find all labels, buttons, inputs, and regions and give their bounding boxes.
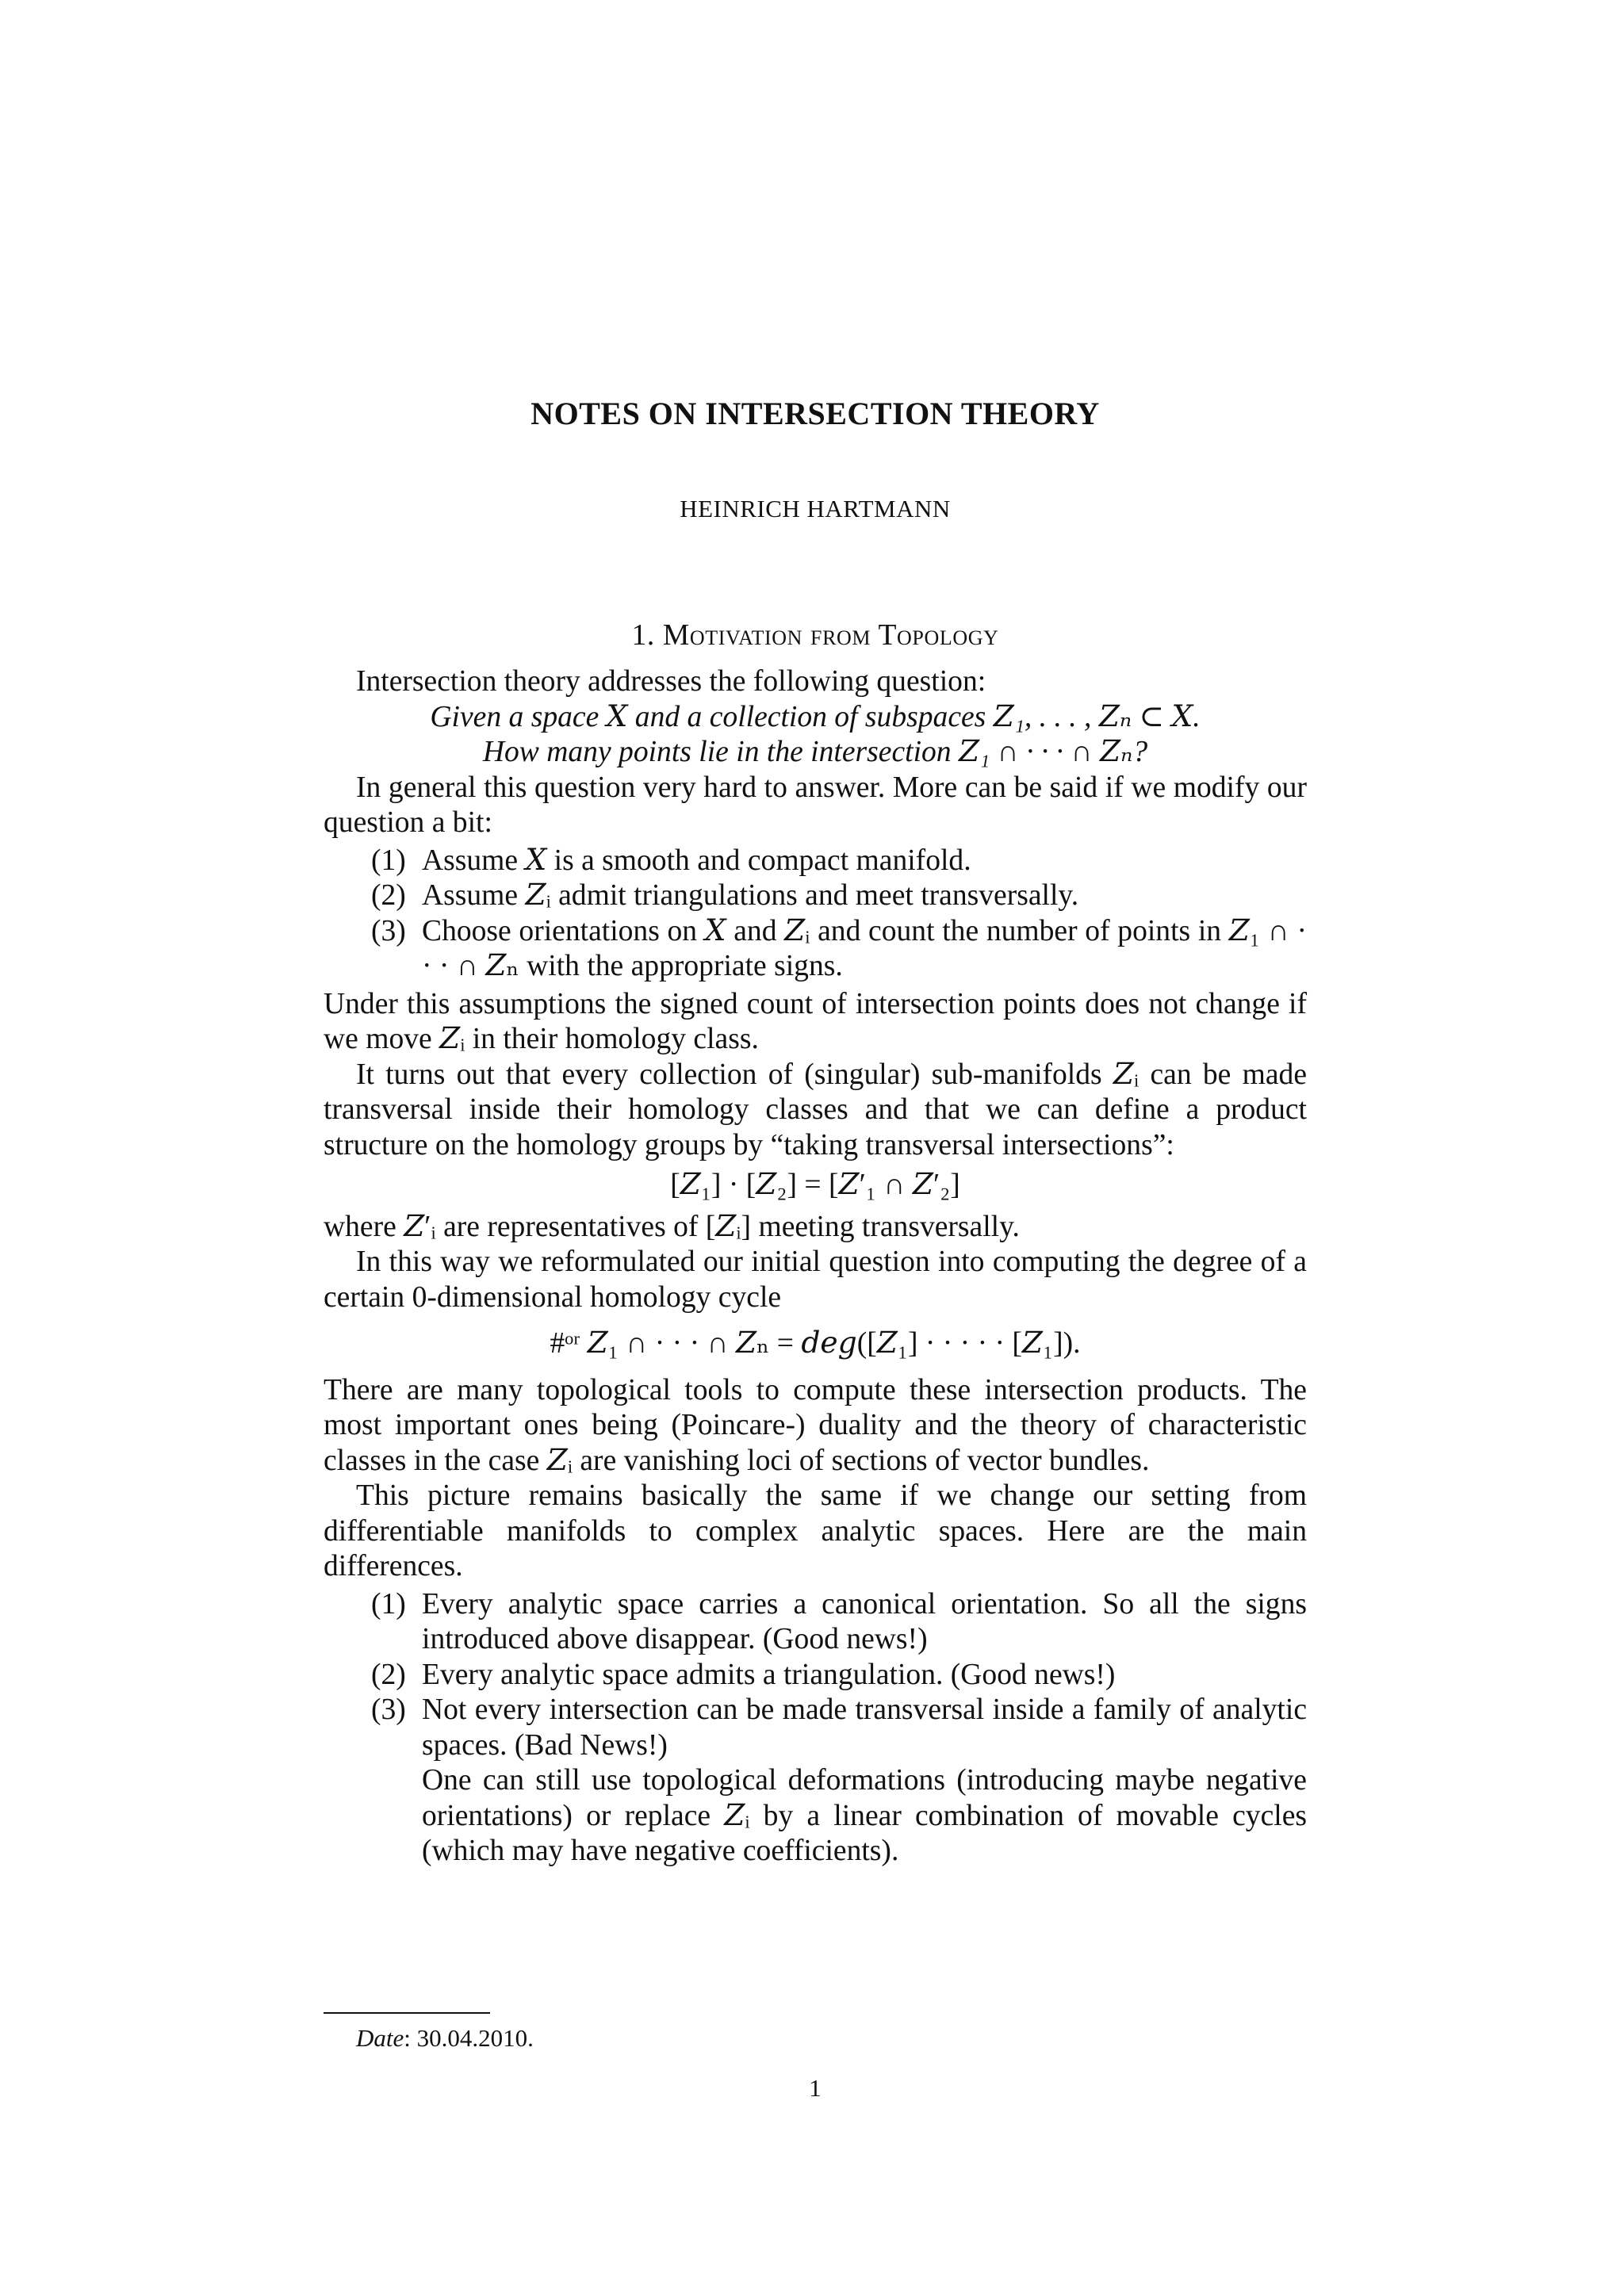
list-item-number: (3) <box>371 1693 406 1726</box>
footnote-text: : 30.04.2010. <box>404 2024 534 2052</box>
list-item <box>324 878 1307 914</box>
list-item <box>324 844 1307 879</box>
list-item-number: (2) <box>371 879 406 912</box>
list-item-number: (1) <box>371 844 406 877</box>
question-line: How many points lie in the intersection 𝑍₁ ∩ · · · ∩ 𝑍ₙ? <box>482 736 1148 768</box>
list-item-number: (2) <box>371 1658 406 1691</box>
author-name: HEINRICH HARTMANN <box>680 495 951 522</box>
list-item-text: Choose orientations on 𝑋 and 𝑍ᵢ and count the number of points in 𝑍₁ ∩ · · · ∩ 𝑍ₙ with the appropriate signs. <box>422 914 1307 982</box>
list-item-continuation: One can still use topological deformations (introducing maybe negative orientations) or replace 𝑍ᵢ by a linear combination of movable cycles (which may have negative coefficients). <box>422 1764 1307 1867</box>
page-number: 1 <box>809 2074 822 2102</box>
list-item <box>324 914 1307 985</box>
list-item-number: (3) <box>371 914 406 947</box>
assumption-list <box>324 844 1307 985</box>
list-item-number: (1) <box>371 1587 406 1621</box>
footnote-label: Date <box>356 2024 404 2052</box>
footnote-rule <box>324 2012 490 2014</box>
list-item-text: Not every intersection can be made transversal inside a family of analytic spaces. (Bad News!) <box>422 1693 1307 1762</box>
paragraph: In general this question very hard to answer. More can be said if we modify our question a bit: <box>324 771 1307 839</box>
paragraph: Under this assumptions the signed count of intersection points does not change if we move 𝑍ᵢ in their homology class. <box>324 987 1307 1055</box>
display-equation: #ᵒʳ 𝑍₁ ∩ · · · ∩ 𝑍ₙ = 𝑑𝑒𝑔([𝑍₁] · · · · · [𝑍₁]). <box>550 1327 1081 1360</box>
differences-list <box>324 1587 1307 1869</box>
paragraph: It turns out that every collection of (singular) sub-manifolds 𝑍ᵢ can be made transversal inside their homology classes and that we can define a product structure on the homology groups by “taking transversal intersections”: <box>324 1058 1307 1161</box>
list-item-text: Assume 𝑍ᵢ admit triangulations and meet transversally. <box>422 879 1079 912</box>
question-line: Given a space 𝑋 and a collection of subspaces 𝑍₁, . . . , 𝑍ₙ ⊂ 𝑋. <box>430 700 1201 733</box>
paragraph: In this way we reformulated our initial question into computing the degree of a certain 0-dimensional homology cycle <box>324 1246 1307 1314</box>
list-item-text: Every analytic space carries a canonical orientation. So all the signs introduced above disappear. (Good news!) <box>422 1587 1307 1655</box>
section-title: Motivation from Topology <box>662 619 999 652</box>
paragraph: There are many topological tools to compute these intersection products. The most important ones being (Poincare-) duality and the theory of characteristic classes in the case 𝑍ᵢ are vanishing loci of sections of vector bundles. <box>324 1373 1307 1477</box>
display-equation: [𝑍₁] · [𝑍₂] = [𝑍′₁ ∩ 𝑍′₂] <box>670 1169 960 1201</box>
section-heading <box>324 618 1307 654</box>
paper-title: NOTES ON INTERSECTION THEORY <box>530 396 1100 431</box>
list-item <box>324 1693 1307 1869</box>
paragraph: where 𝑍′ᵢ are representatives of [𝑍ᵢ] meeting transversally. <box>324 1210 1020 1243</box>
body-text <box>324 664 1307 1872</box>
paragraph: This picture remains basically the same if we change our setting from differentiable manifolds to complex analytic spaces. Here are the main differences. <box>324 1479 1307 1582</box>
list-item-text: Every analytic space admits a triangulation. (Good news!) <box>422 1658 1116 1691</box>
footnote <box>356 2023 534 2053</box>
list-item-text: Assume 𝑋 is a smooth and compact manifold. <box>422 844 971 877</box>
list-item <box>324 1587 1307 1658</box>
section-number: 1. <box>631 619 655 652</box>
paragraph: Intersection theory addresses the following question: <box>356 665 986 698</box>
list-item <box>324 1658 1307 1693</box>
